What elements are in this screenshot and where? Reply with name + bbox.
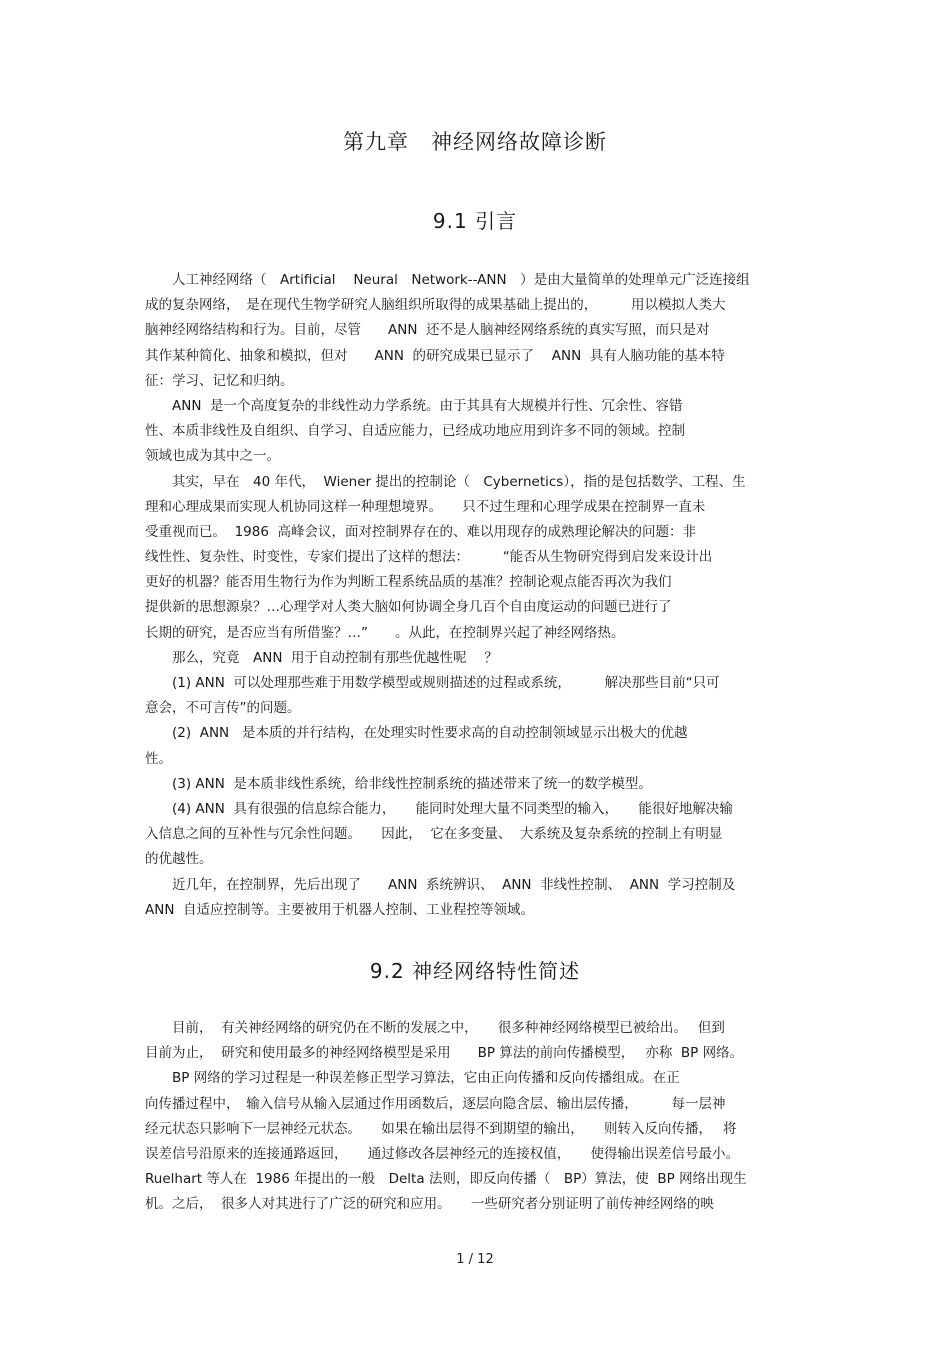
text-line: 成的复杂网络， 是在现代生物学研究人脑组织所取得的成果基础上提出的， 用以模拟人类大 [145, 297, 726, 314]
chapter-title: 第九章 神经网络故障诊断 [343, 130, 607, 154]
text-line: 其作某种简化、抽象和模拟，但对 ANN 的研究成果已显示了 ANN 具有人脑功能的基本特 [145, 347, 725, 364]
section-title-intro: 9.1 引言 [432, 209, 518, 233]
text-line: ANN 自适应控制等。主要被用于机器人控制、工业程控等领域。 [145, 901, 535, 918]
text-line: 那么，究竟 ANN 用于自动控制有那些优越性呢 ？ [145, 649, 498, 666]
text-line: 受重视而已。 1986 高峰会议，面对控制界存在的、难以用现存的成熟理论解决的问题：非 [145, 523, 697, 540]
text-line: 提供新的思想源泉？…心理学对人类大脑如何协调全身几百个自由度运动的问题已进行了 [145, 599, 672, 616]
text-line: 人工神经网络（ Artificial Neural Network--ANN ）是由大量简单的处理单元广泛连接组 [145, 272, 750, 288]
text-line: 领域也成为其中之一。 [145, 448, 280, 465]
text-line: 目前， 有关神经网络的研究仍在不断的发展之中， 很多种神经网络模型已被给出。 但到 [145, 1020, 725, 1036]
text-line: Ruelhart 等人在 1986 年提出的一般 Delta 法则，即反向传播（ BP）算法，使 BP 网络出现生 [145, 1171, 747, 1188]
text-line: 脑神经网络结构和行为。目前，尽管 ANN 还不是人脑神经网络系统的真实写照，而只是对 [145, 322, 710, 339]
text-line: (3) ANN 是本质非线性系统，给非线性控制系统的描述带来了统一的数学模型。 [145, 775, 652, 792]
text-line: 性、本质非线性及自组织、自学习、自适应能力，已经成功地应用到许多不同的领域。控制 [145, 423, 685, 440]
text-line: BP 网络的学习过程是一种误差修正型学习算法，它由正向传播和反向传播组成。在正 [145, 1070, 680, 1087]
text-line: 入信息之间的互补性与冗余性问题。 因此， 它在多变量、 大系统及复杂系统的控制上有明显 [145, 826, 723, 843]
text-line: (2) ANN 是本质的并行结构，在处理实时性要求高的自动控制领域显示出极大的优越 [145, 725, 688, 742]
section-body-intro [145, 268, 807, 923]
text-line: (4) ANN 具有很强的信息综合能力， 能同时处理大量不同类型的输入， 能很好地解决输 [145, 800, 733, 817]
page-indicator: 1 / 12 [456, 1252, 494, 1267]
text-line: (1) ANN 可以处理那些难于用数学模型或规则描述的过程或系统， 解决那些目前“只可 [145, 675, 720, 691]
text-line: 性。 [145, 750, 172, 767]
text-line: 更好的机器？能否用生物行为作为判断工程系统品质的基准？控制论观点能否再次为我们 [145, 574, 672, 591]
text-line: 的优越性。 [145, 851, 213, 868]
text-line: 其实，早在 40 年代， Wiener 提出的控制论（ Cybernetics），指的是包括数学、工程、生 [145, 473, 746, 490]
text-line: 理和心理成果而实现人机协同这样一种理想境界。 只不过生理和心理学成果在控制界一直未 [145, 498, 706, 515]
text-line: 向传播过程中， 输入信号从输入层通过作用函数后，逐层向隐含层、输出层传播， 每一层神 [145, 1095, 726, 1112]
text-line: 意会，不可言传”的问题。 [145, 700, 301, 717]
text-line: 误差信号沿原来的连接通路返回， 通过修改各层神经元的连接权值， 使得输出误差信号最小。 [145, 1145, 739, 1162]
text-line: 线性性、复杂性、时变性，专家们提出了这样的想法： “能否从生物研究得到启发来设计出 [145, 549, 713, 566]
section-body-characteristics [145, 1016, 807, 1218]
text-line: 经元状态只影响下一层神经元状态。 如果在输出层得不到期望的输出， 则转入反向传播， 将 [145, 1120, 737, 1137]
text-line: 长期的研究，是否应当有所借鉴？…” 。从此，在控制界兴起了神经网络热。 [145, 624, 625, 641]
text-line: 近几年，在控制界，先后出现了 ANN 系统辨识、 ANN 非线性控制、 ANN 学习控制及 [145, 876, 736, 893]
text-line: 征：学习、记忆和归纳。 [145, 372, 294, 389]
text-line: ANN 是一个高度复杂的非线性动力学系统。由于其具有大规模并行性、冗余性、容错 [145, 397, 683, 414]
section-title-characteristics: 9.2 神经网络特性简述 [369, 959, 581, 983]
text-line: 机。之后， 很多人对其进行了广泛的研究和应用。 一些研究者分别证明了前传神经网络的映 [145, 1196, 714, 1213]
text-line: 目前为止， 研究和使用最多的神经网络模型是采用 BP 算法的前向传播模型， 亦称 BP 网络。 [145, 1045, 744, 1062]
